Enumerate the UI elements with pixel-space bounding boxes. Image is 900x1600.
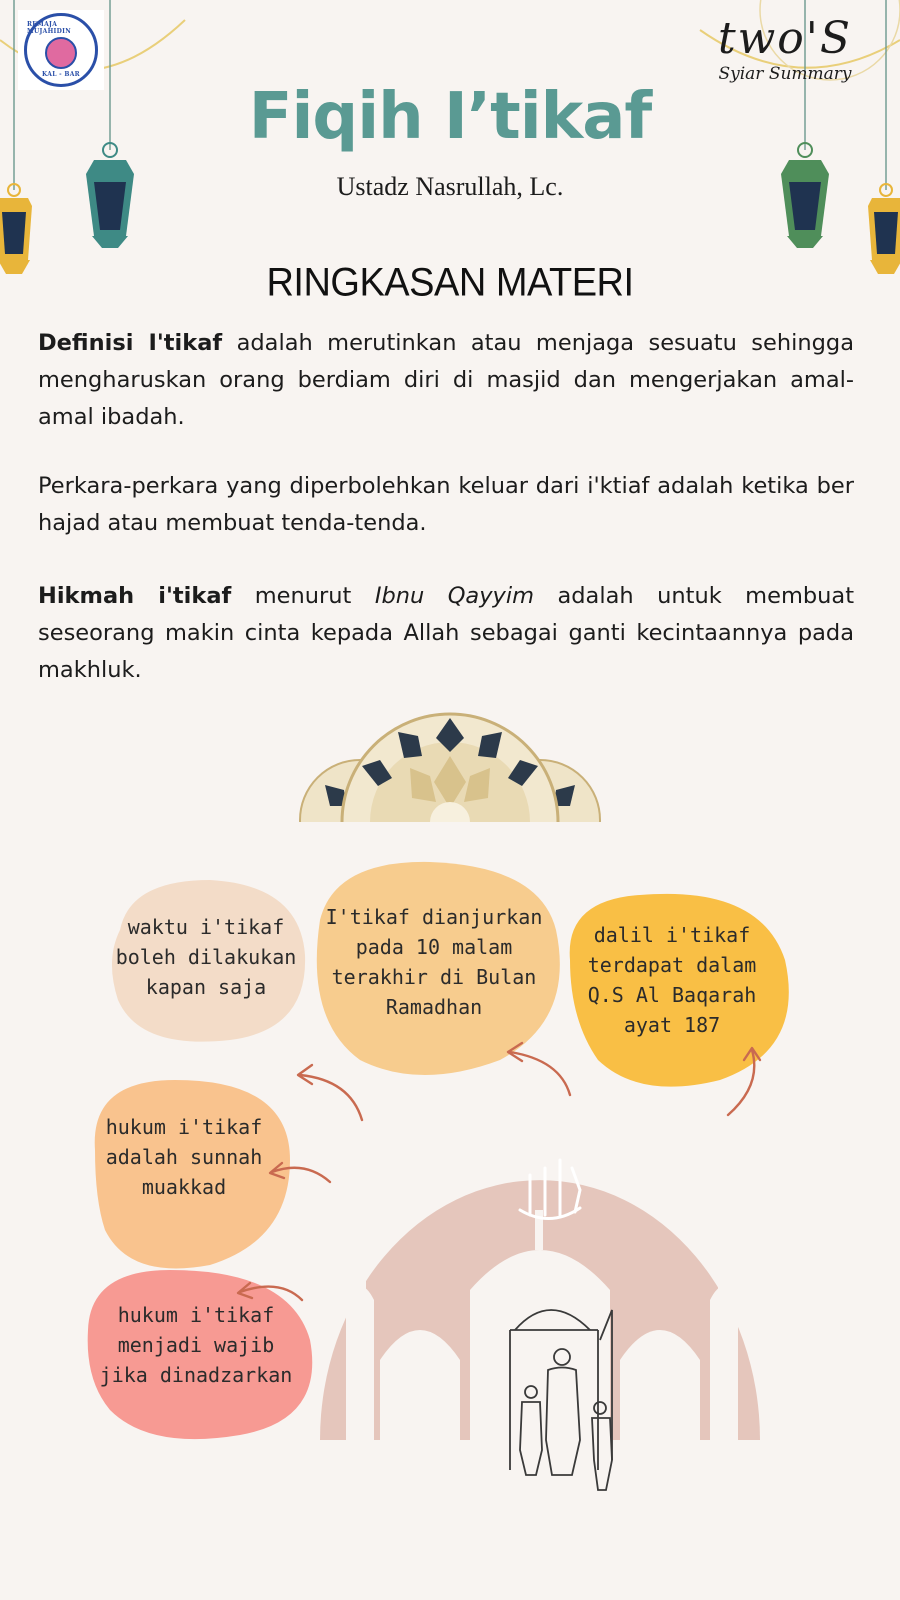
wisdom-paragraph xyxy=(38,578,854,689)
brand-main: two'S xyxy=(717,13,853,64)
page-title: Fiqih I’tikaf xyxy=(248,80,652,154)
scholar-name: Ibnu Qayyim xyxy=(374,583,535,609)
bubble-line: boleh dilakukan xyxy=(115,945,297,969)
bubble-ruling-obligatory xyxy=(86,1300,306,1390)
author-name: Ustadz Nasrullah, Lc. xyxy=(336,172,564,201)
curved-arrow-icon xyxy=(508,1043,570,1095)
curved-arrow-icon xyxy=(298,1065,362,1120)
bubble-time xyxy=(108,912,304,1002)
mosque-dome-illustration xyxy=(320,1160,760,1490)
definition-paragraph xyxy=(38,325,854,436)
bubble-ruling-sunnah xyxy=(84,1112,284,1202)
wisdom-term: Hikmah i'tikaf xyxy=(38,583,232,609)
bubble-recommended xyxy=(318,902,550,1022)
logo-emblem xyxy=(45,37,77,69)
logo-top-text: REMAJA MUJAHIDIN xyxy=(27,21,72,35)
bubble-line: hukum i'tikaf xyxy=(117,1303,275,1327)
bubble-line: waktu i'tikaf xyxy=(127,915,285,939)
bubble-line: Q.S Al Baqarah xyxy=(587,983,757,1007)
logo-bottom-text: KAL - BAR xyxy=(42,71,80,78)
bubble-line: dalil i'tikaf xyxy=(593,923,751,947)
wisdom-text: adalah untuk membuat seseorang makin cinta kepada Allah sebagai ganti kecintaannya pada makhluk. xyxy=(38,583,855,683)
section-heading: RINGKASAN MATERI xyxy=(266,260,634,306)
organization-logo xyxy=(18,10,104,90)
definition-text: adalah merutinkan atau menjaga sesuatu sehingga mengharuskan orang berdiam diri di masjid dan mengerjakan amal-amal ibadah. xyxy=(38,330,854,430)
wisdom-connector: menurut xyxy=(231,583,375,609)
brand-sub: Syiar Summary xyxy=(718,64,852,84)
bubble-line: ayat 187 xyxy=(623,1013,721,1037)
definition-term: Definisi I'tikaf xyxy=(38,330,223,356)
bubble-line: I'tikaf dianjurkan xyxy=(325,905,543,929)
bubble-line: terdapat dalam xyxy=(587,953,757,977)
logo-seal xyxy=(24,13,98,87)
bubble-line: adalah sunnah xyxy=(105,1145,263,1169)
bubble-line: hukum i'tikaf xyxy=(105,1115,263,1139)
brand-signature xyxy=(690,14,880,84)
bubble-line: muakkad xyxy=(141,1175,227,1199)
bubble-line: Ramadhan xyxy=(385,995,483,1019)
permitted-exit-paragraph: Perkara-perkara yang diperbolehkan keluar dari i'ktiaf adalah ketika ber hajad atau membuat tenda-tenda. xyxy=(38,473,854,536)
bubble-line: pada 10 malam xyxy=(355,935,513,959)
bubble-line: menjadi wajib xyxy=(117,1333,275,1357)
bubble-line: jika dinadzarkan xyxy=(99,1363,293,1387)
bubble-line: terakhir di Bulan xyxy=(331,965,537,989)
bubble-evidence xyxy=(572,920,772,1040)
bubble-line: kapan saja xyxy=(145,975,267,999)
